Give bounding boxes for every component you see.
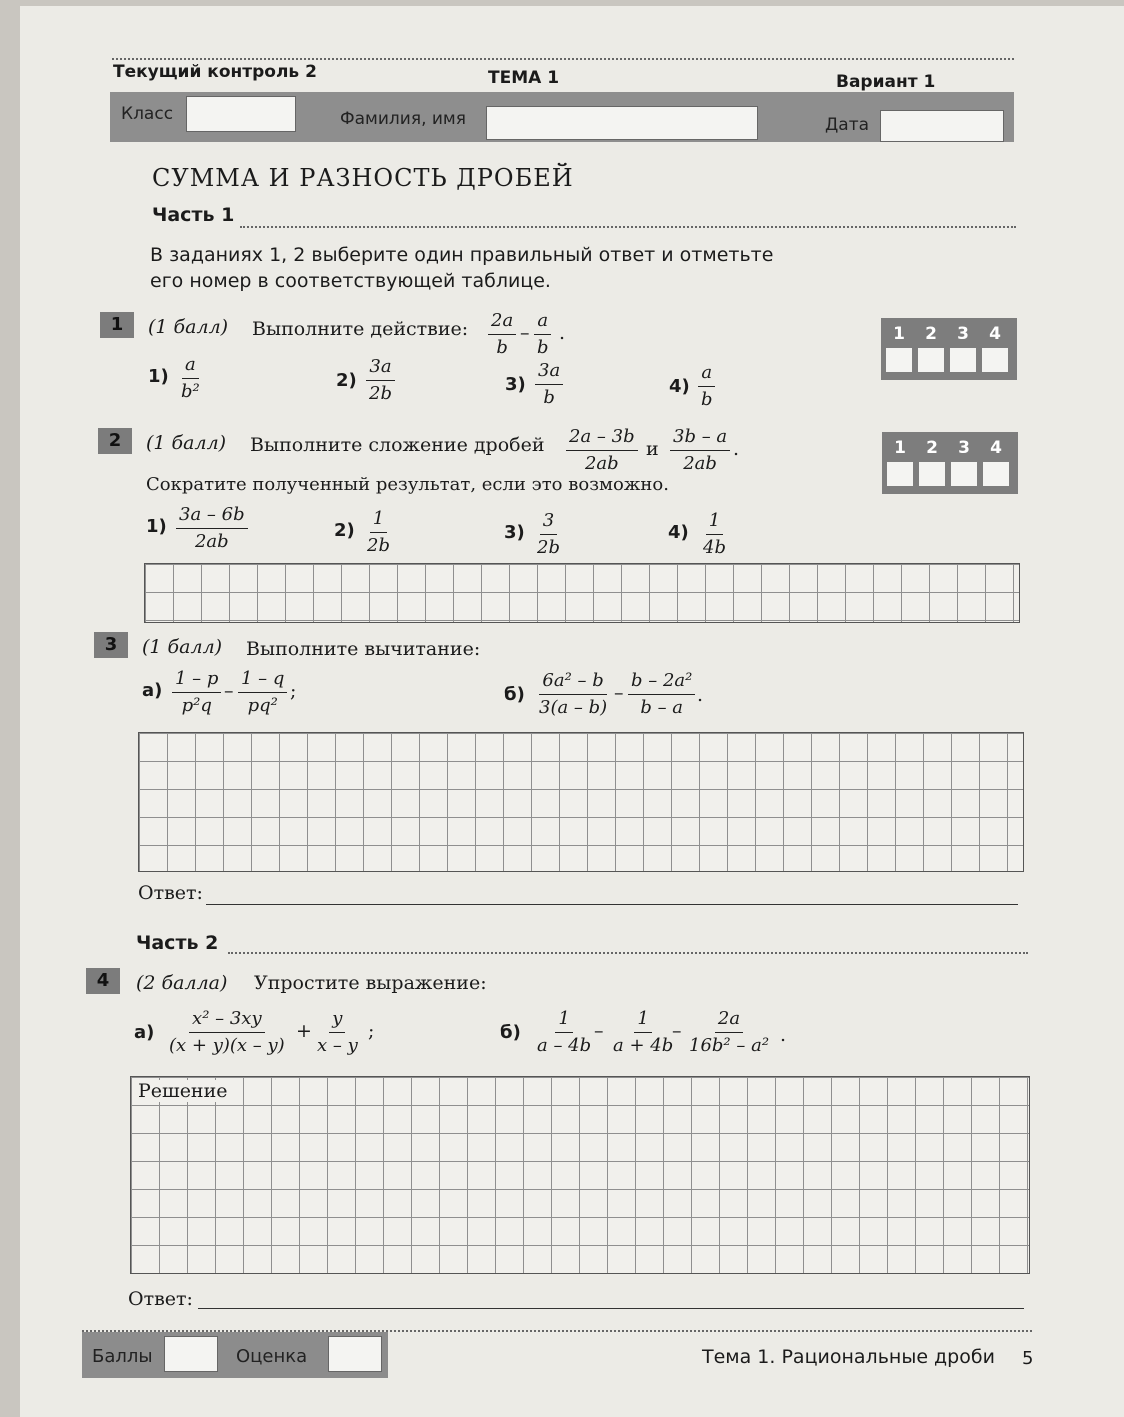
task1-points: (1 балл) [148, 316, 229, 338]
task3-b-operator: – [614, 682, 624, 704]
task2-conj: и [646, 438, 659, 460]
task1-option-1[interactable]: $\frac{a}{\text{b²}}$ [181, 354, 200, 402]
task2-option-2-label[interactable]: 2) [334, 520, 355, 541]
task4-a-end: ; [368, 1020, 375, 1042]
footer-section: Тема 1. Рациональные дроби [702, 1346, 995, 1368]
task1-frac2: $\frac{a}{b}$ [534, 312, 552, 357]
topic-label: ТЕМА 1 [488, 68, 560, 88]
task3-a-frac2: $\frac{1 - q}{\text{pq²}}$ [238, 670, 287, 715]
task3-text: Выполните вычитание: [246, 638, 481, 660]
task3-a-end: ; [290, 680, 297, 702]
date-label: Дата [825, 115, 870, 135]
task1-option-4[interactable]: $\frac{a}{b}$ [698, 364, 716, 409]
instruction-line-2: его номер в соответствующей таблице. [150, 270, 551, 292]
task2-frac1: $\frac{2a - 3b}{2ab}$ [566, 428, 638, 473]
task4-answer-line[interactable] [198, 1308, 1024, 1309]
class-label: Класс [121, 104, 174, 124]
score-field[interactable] [164, 1336, 218, 1372]
task3-b-frac1: $\frac{\text{6a² – b}}{3(a - b)}$ [539, 670, 608, 718]
variant-label: Вариант 1 [836, 72, 936, 92]
grade-field[interactable] [328, 1336, 382, 1372]
answer-digit: 3 [957, 324, 969, 344]
task1-answer-table [881, 318, 1017, 380]
answer-digit: 1 [893, 324, 905, 344]
task4-a-frac1: $\frac{\text{x² – 3xy}}{(x + y)(x - y)}$ [169, 1008, 285, 1056]
instruction-line-1: В заданиях 1, 2 выберите один правильный ответ и отметьте [150, 244, 774, 266]
task1-option-3[interactable]: $\frac{3a}{b}$ [535, 362, 563, 407]
task3-a-label: а) [142, 680, 163, 701]
part2-rule [228, 952, 1028, 954]
task4-b-label: б) [500, 1022, 521, 1043]
name-label: Фамилия, имя [340, 109, 466, 129]
task3-answer-line[interactable] [206, 904, 1018, 905]
task3-b-end: . [697, 684, 704, 706]
task1-frac1: $\frac{2a}{b}$ [488, 312, 516, 357]
task4-b-operator-2: – [672, 1020, 682, 1042]
answer-digit: 4 [990, 438, 1002, 458]
task2-option-1-label[interactable]: 1) [146, 516, 167, 537]
task2-option-3-label[interactable]: 3) [504, 522, 525, 543]
task4-text: Упростите выражение: [254, 972, 487, 994]
answer-digit: 1 [894, 438, 906, 458]
task3-number: 3 [94, 632, 128, 658]
answer-cell-4[interactable] [982, 348, 1008, 372]
worksheet-title: СУММА И РАЗНОСТЬ ДРОБЕЙ [152, 164, 574, 192]
task1-operator: – [520, 322, 530, 344]
name-field[interactable] [486, 106, 758, 140]
part1-label: Часть 1 [152, 204, 235, 226]
answer-cell-1[interactable] [886, 348, 912, 372]
task4-b-end: . [780, 1024, 787, 1046]
task4-points: (2 балла) [136, 972, 228, 994]
solution-label: Решение [138, 1080, 228, 1102]
task2-option-2[interactable]: $\frac{1}{2b}$ [367, 508, 390, 556]
page-number: 5 [1022, 1348, 1034, 1369]
task2-option-4-label[interactable]: 4) [668, 522, 689, 543]
task2-answer-table [882, 432, 1018, 494]
task2-end: . [733, 438, 740, 460]
task1-end: . [559, 322, 566, 344]
task4-number: 4 [86, 968, 120, 994]
task4-b-frac2: $\frac{1}{a + 4b}$ [613, 1008, 674, 1056]
task1-number: 1 [100, 312, 134, 338]
answer-cell-2[interactable] [918, 348, 944, 372]
grade-label: Оценка [236, 1346, 308, 1367]
date-field[interactable] [880, 110, 1004, 142]
answer-digit: 4 [989, 324, 1001, 344]
part2-label: Часть 2 [136, 932, 219, 954]
answer-digit: 2 [926, 438, 938, 458]
task2-option-4[interactable]: $\frac{1}{4b}$ [703, 510, 726, 558]
task1-option-2-label[interactable]: 2) [336, 370, 357, 391]
task2-number: 2 [98, 428, 132, 454]
header-rule [112, 58, 1014, 60]
task4-answer-label: Ответ: [128, 1288, 193, 1310]
task4-a-label: а) [134, 1022, 155, 1043]
task4-b-frac1: $\frac{1}{a - 4b}$ [537, 1008, 592, 1056]
task3-b-label: б) [504, 684, 525, 705]
task1-option-2[interactable]: $\frac{3a}{2b}$ [366, 358, 395, 403]
task4-b-operator-1: – [594, 1020, 604, 1042]
task2-text2: Сократите полученный результат, если это возможно. [146, 474, 669, 495]
score-label: Баллы [92, 1346, 153, 1367]
answer-cell-3[interactable] [951, 462, 977, 486]
task1-option-3-label[interactable]: 3) [505, 374, 526, 395]
task2-frac2: $\frac{3b - a}{2ab}$ [670, 428, 730, 473]
task4-b-frac3: $\frac{2a}{\text{16b² – a²}}$ [689, 1008, 770, 1056]
task4-a-operator: + [296, 1020, 312, 1042]
part1-rule [240, 226, 1016, 228]
task3-work-grid[interactable] [138, 732, 1024, 872]
task1-text: Выполните действие: [252, 318, 469, 340]
class-field[interactable] [186, 96, 296, 132]
task4-solution-grid[interactable] [130, 1076, 1030, 1274]
task3-points: (1 балл) [142, 636, 223, 658]
task4-a-frac2: $\frac{y}{x - y}$ [317, 1008, 358, 1056]
task2-points: (1 балл) [146, 432, 227, 454]
answer-digit: 2 [925, 324, 937, 344]
task2-option-1[interactable]: $\frac{3a - 6b}{2ab}$ [176, 506, 248, 551]
answer-cell-3[interactable] [950, 348, 976, 372]
answer-digit: 3 [958, 438, 970, 458]
task2-text: Выполните сложение дробей [250, 434, 545, 456]
answer-cell-4[interactable] [983, 462, 1009, 486]
task3-a-operator: – [224, 680, 234, 702]
task3-a-frac1: $\frac{1 - p}{\text{p²q}}$ [172, 670, 221, 715]
task1-option-1-label[interactable]: 1) [148, 366, 169, 387]
task2-work-grid[interactable] [144, 563, 1020, 623]
answer-cell-2[interactable] [919, 462, 945, 486]
control-title: Текущий контроль 2 [113, 62, 317, 82]
task1-option-4-label[interactable]: 4) [669, 376, 690, 397]
task2-option-3[interactable]: $\frac{3}{2b}$ [537, 510, 560, 558]
task3-answer-label: Ответ: [138, 882, 203, 904]
answer-cell-1[interactable] [887, 462, 913, 486]
task3-b-frac2: $\frac{\text{b – 2a²}}{b - a}$ [628, 672, 695, 717]
